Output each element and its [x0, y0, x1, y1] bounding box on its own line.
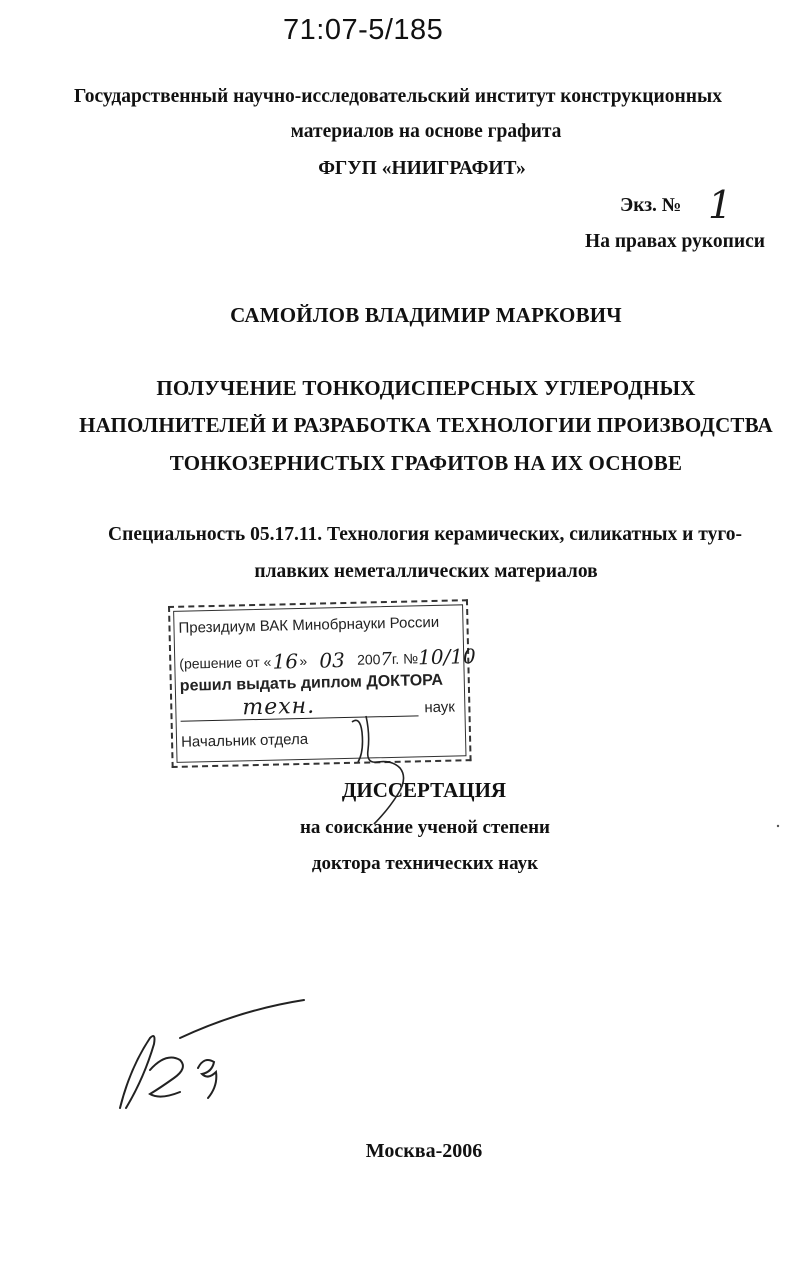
specialty-line-2: плавких неметаллических материалов	[254, 561, 598, 582]
institute-line-3: ФГУП «НИИГРАФИТ»	[318, 158, 526, 179]
stamp-year-prefix: 200	[356, 651, 381, 668]
copy-number-handwritten: 1	[708, 183, 733, 227]
dissertation-line-2: доктора технических наук	[311, 853, 539, 874]
stamp-year-suffix: г. №	[391, 650, 419, 667]
dissertation-line-1: на соискание ученой степени	[299, 817, 550, 838]
specialty-line-1: Специальность 05.17.11. Технология керамических, силикатных и туго-	[108, 524, 742, 545]
stamp-month: 03	[319, 648, 346, 673]
institute-line-2: материалов на основе графита	[290, 121, 562, 142]
stamp-sciences: наук	[424, 698, 456, 717]
scan-speck	[777, 825, 779, 827]
stamp-head: Начальник отдела	[180, 730, 309, 751]
dissertation-heading: ДИССЕРТАЦИЯ	[341, 778, 507, 802]
stamp-signature-mark	[352, 716, 404, 824]
stamp-quote-close: »	[299, 652, 308, 670]
stamp-decision-prefix: (решение от «	[179, 653, 272, 672]
copy-label: Экз. №	[620, 195, 682, 216]
stamp-year-digit: 7	[380, 648, 393, 671]
stamp-day: 16	[272, 649, 299, 674]
institute-line-1: Государственный научно-исследовательский институт конструкционных	[74, 86, 722, 107]
author-signature-mark	[120, 1000, 304, 1108]
author-name: САМОЙЛОВ ВЛАДИМИР МАРКОВИЧ	[230, 303, 622, 327]
stamp-decision-number-suffix: /10	[443, 644, 476, 669]
stamp-field-handwritten: техн.	[242, 693, 316, 721]
manuscript-rights: На правах рукописи	[585, 231, 765, 252]
city-year: Москва-2006	[365, 1140, 483, 1162]
stamp-decision-number: 10	[417, 644, 444, 670]
stamp-line-1: Президиум ВАК Минобрнауки России	[178, 613, 440, 637]
title-line-1: ПОЛУЧЕНИЕ ТОНКОДИСПЕРСНЫХ УГЛЕРОДНЫХ	[156, 376, 696, 400]
title-line-2: НАПОЛНИТЕЛЕЙ И РАЗРАБОТКА ТЕХНОЛОГИИ ПРОИЗВОДСТВА	[79, 413, 773, 437]
archive-number: 71:07-5/185	[283, 14, 444, 46]
stamp-line-3: решил выдать диплом ДОКТОРА	[179, 671, 444, 695]
title-line-3: ТОНКОЗЕРНИСТЫХ ГРАФИТОВ НА ИХ ОСНОВЕ	[169, 451, 683, 475]
